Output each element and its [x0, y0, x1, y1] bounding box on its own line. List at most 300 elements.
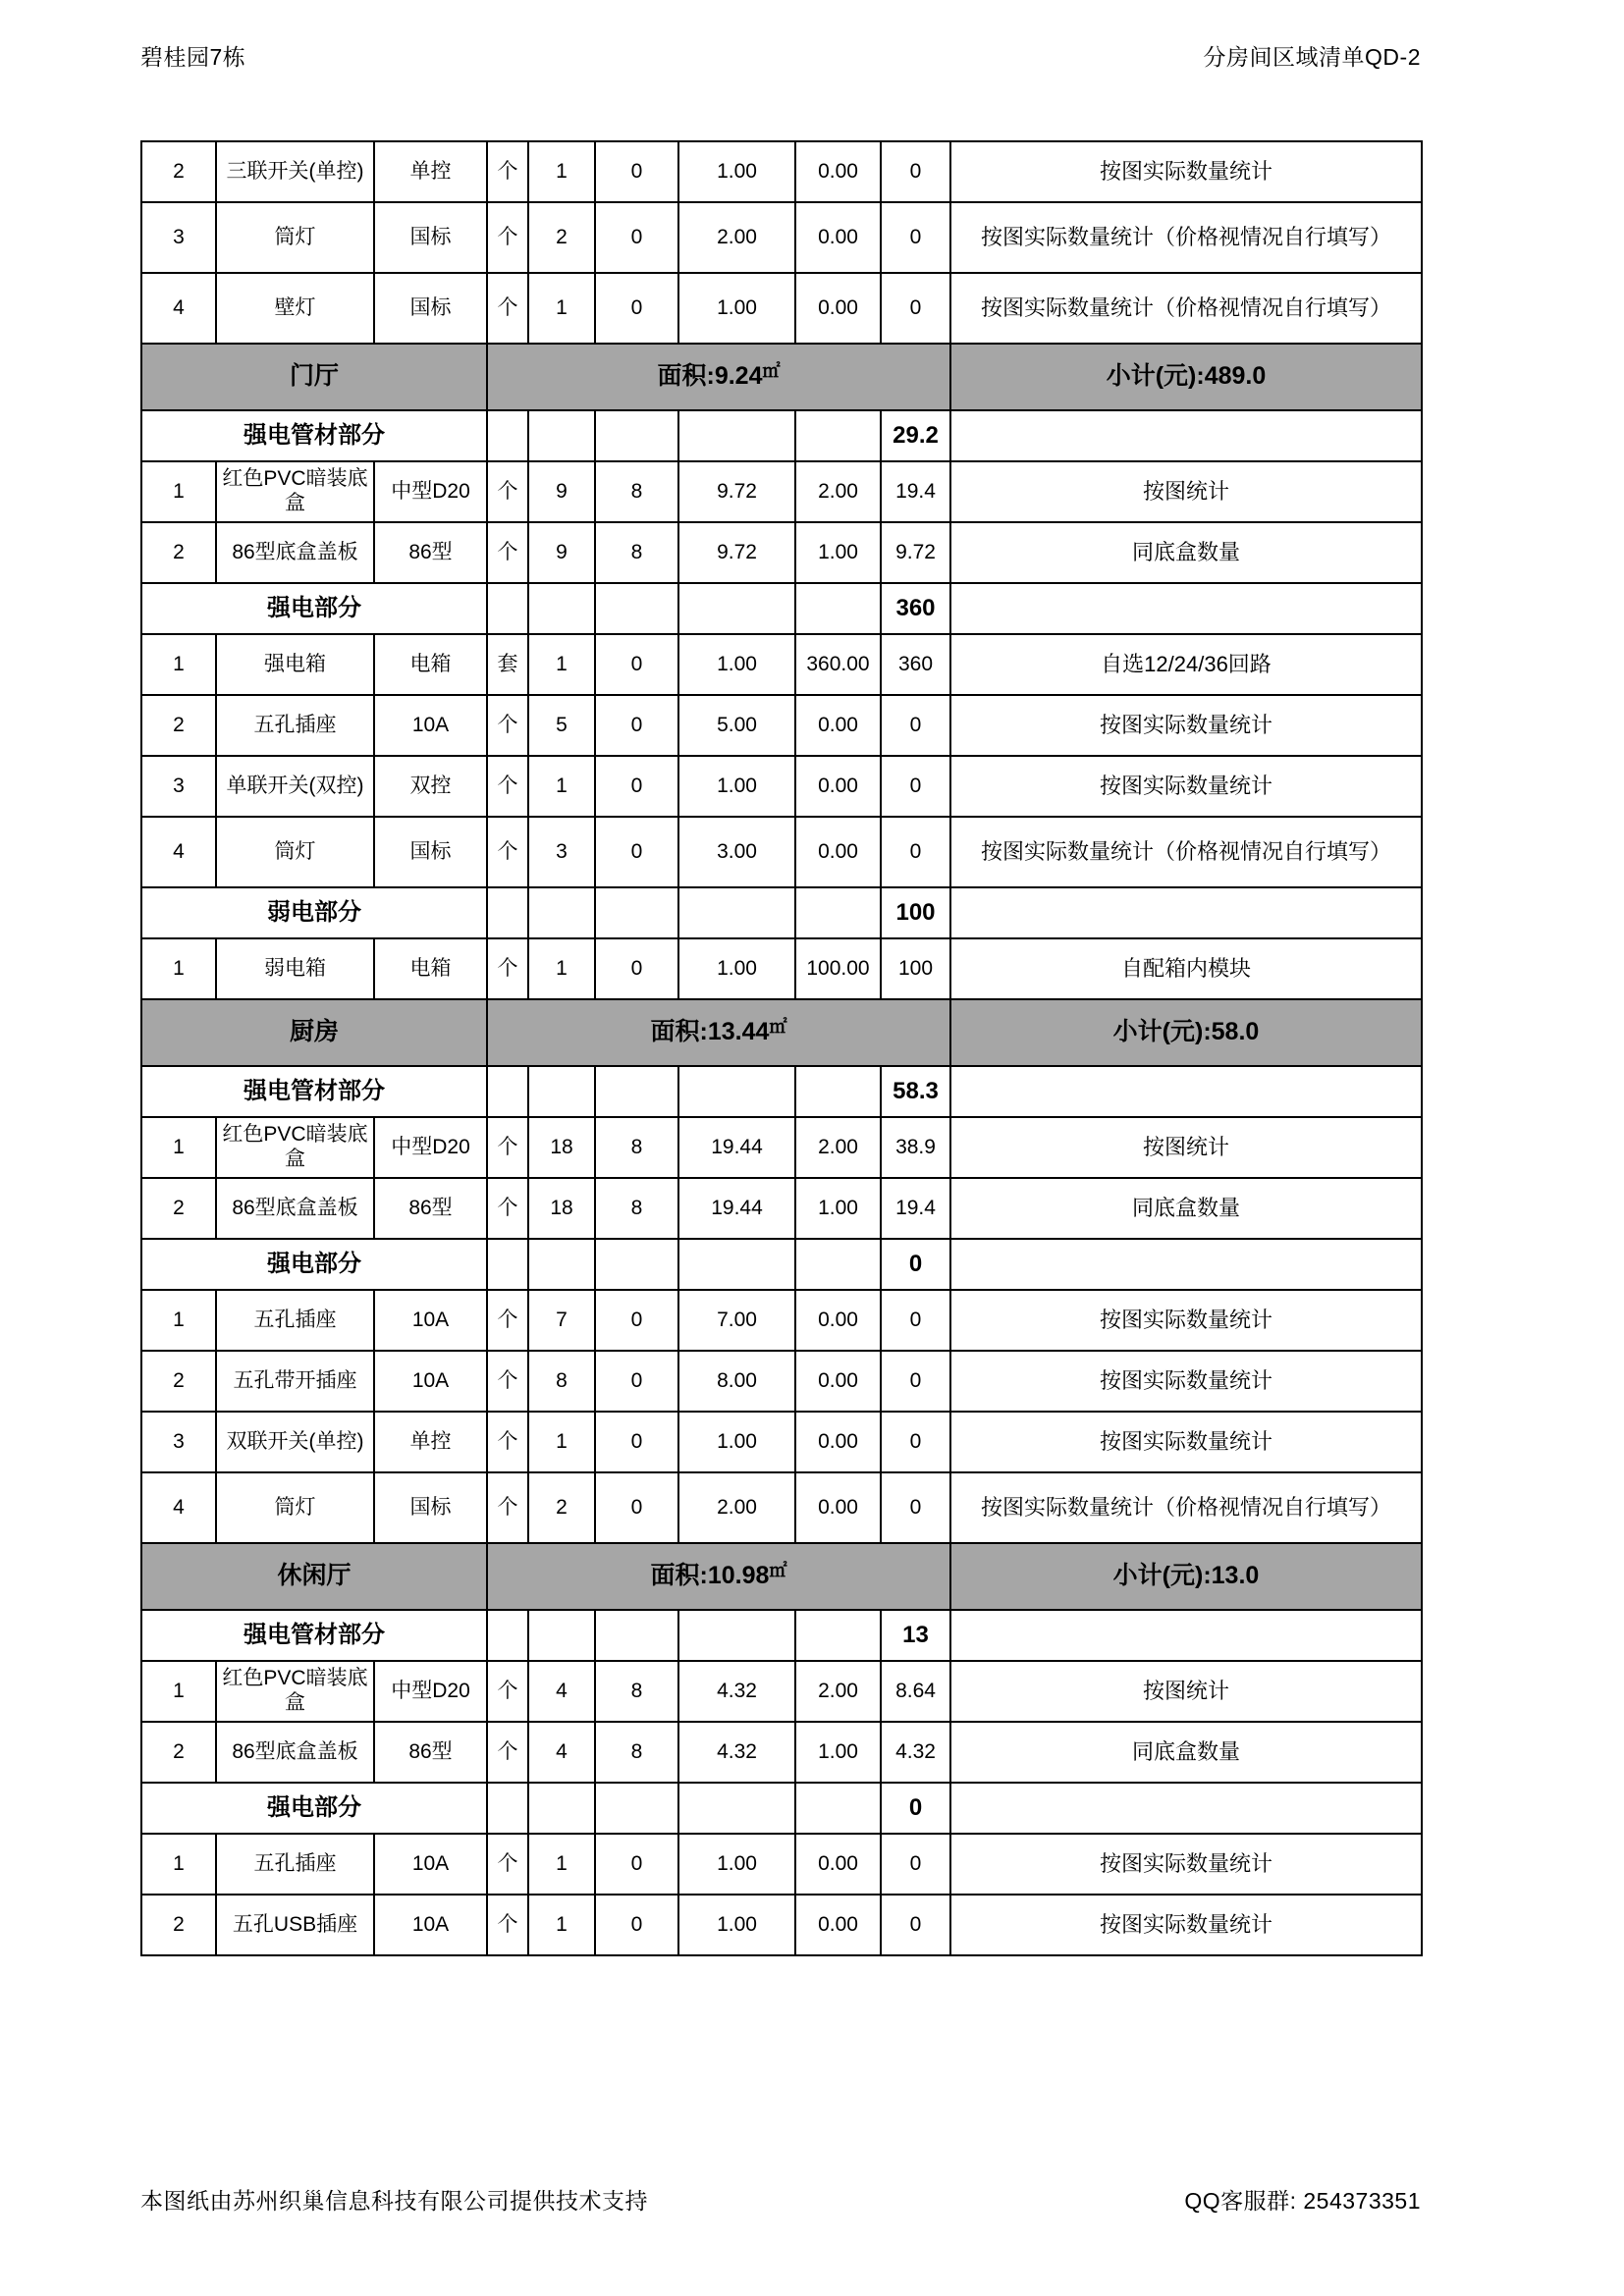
item-loss: 0 [595, 273, 678, 344]
subgroup-row [141, 1239, 1422, 1290]
item-loss: 0 [595, 1895, 678, 1955]
item-remark: 按图实际数量统计（价格视情况自行填写） [950, 202, 1422, 273]
subgroup-blank-remark [950, 583, 1422, 634]
section-area [487, 999, 950, 1066]
section-room-name: 休闲厅 [141, 1543, 487, 1610]
item-unit: 个 [487, 1661, 528, 1722]
item-spec: 86型 [374, 522, 487, 583]
table-row [141, 817, 1422, 887]
item-total-quantity: 1.00 [678, 1412, 795, 1472]
subgroup-blank-unit [487, 410, 528, 461]
item-quantity: 4 [528, 1722, 595, 1783]
subgroup-row [141, 583, 1422, 634]
item-amount: 0 [881, 1895, 950, 1955]
item-unit: 个 [487, 1472, 528, 1543]
item-total-quantity: 1.00 [678, 1834, 795, 1895]
item-unit: 个 [487, 1722, 528, 1783]
item-unit: 个 [487, 273, 528, 344]
item-no: 3 [141, 1412, 216, 1472]
item-name: 强电箱 [216, 634, 374, 695]
item-unit-price: 2.00 [795, 1117, 881, 1178]
item-remark: 按图实际数量统计 [950, 1895, 1422, 1955]
table-row [141, 634, 1422, 695]
subgroup-blank-total [678, 887, 795, 938]
item-unit: 个 [487, 461, 528, 522]
subgroup-blank-total [678, 410, 795, 461]
subgroup-blank-remark [950, 410, 1422, 461]
item-total-quantity: 1.00 [678, 634, 795, 695]
item-spec: 10A [374, 1895, 487, 1955]
item-amount: 0 [881, 1472, 950, 1543]
item-name: 筒灯 [216, 817, 374, 887]
item-no: 2 [141, 1178, 216, 1239]
item-loss: 0 [595, 695, 678, 756]
item-total-quantity: 2.00 [678, 1472, 795, 1543]
table-row [141, 273, 1422, 344]
item-name: 五孔USB插座 [216, 1895, 374, 1955]
section-room-name: 门厅 [141, 344, 487, 410]
subgroup-blank-price [795, 1239, 881, 1290]
item-name: 弱电箱 [216, 938, 374, 999]
item-loss: 0 [595, 1290, 678, 1351]
item-remark: 按图实际数量统计 [950, 695, 1422, 756]
item-remark: 按图实际数量统计 [950, 1290, 1422, 1351]
item-unit: 个 [487, 522, 528, 583]
item-no: 1 [141, 461, 216, 522]
item-unit: 套 [487, 634, 528, 695]
subgroup-blank-qty [528, 887, 595, 938]
item-total-quantity: 1.00 [678, 1895, 795, 1955]
item-remark: 按图实际数量统计 [950, 756, 1422, 817]
section-header-row [141, 1543, 1422, 1610]
item-amount: 0 [881, 1412, 950, 1472]
item-amount: 360 [881, 634, 950, 695]
item-remark: 同底盒数量 [950, 1722, 1422, 1783]
subgroup-blank-unit [487, 1610, 528, 1661]
item-amount: 0 [881, 1834, 950, 1895]
subgroup-blank-remark [950, 1239, 1422, 1290]
item-remark: 按图统计 [950, 1661, 1422, 1722]
item-total-quantity: 19.44 [678, 1178, 795, 1239]
item-remark: 按图实际数量统计 [950, 141, 1422, 202]
item-name: 五孔带开插座 [216, 1351, 374, 1412]
item-unit-price: 0.00 [795, 141, 881, 202]
item-loss: 0 [595, 202, 678, 273]
item-spec: 电箱 [374, 634, 487, 695]
subgroup-amount: 0 [881, 1239, 950, 1290]
item-quantity: 18 [528, 1178, 595, 1239]
item-unit-price: 0.00 [795, 695, 881, 756]
item-name: 红色PVC暗装底盒 [216, 1117, 374, 1178]
page-footer [140, 2179, 1421, 2218]
item-spec: 86型 [374, 1722, 487, 1783]
item-remark: 按图实际数量统计 [950, 1412, 1422, 1472]
subgroup-blank-unit [487, 583, 528, 634]
item-loss: 0 [595, 634, 678, 695]
item-unit: 个 [487, 1351, 528, 1412]
item-unit: 个 [487, 141, 528, 202]
item-amount: 0 [881, 141, 950, 202]
table-row [141, 1895, 1422, 1955]
item-name: 筒灯 [216, 202, 374, 273]
subgroup-row [141, 1610, 1422, 1661]
item-spec: 中型D20 [374, 461, 487, 522]
subgroup-blank-price [795, 1783, 881, 1834]
item-amount: 19.4 [881, 1178, 950, 1239]
header-document-title: 分房间区域清单QD-2 [1203, 43, 1421, 70]
subgroup-row [141, 1783, 1422, 1834]
item-quantity: 7 [528, 1290, 595, 1351]
item-remark: 同底盒数量 [950, 1178, 1422, 1239]
item-spec: 电箱 [374, 938, 487, 999]
item-unit: 个 [487, 1117, 528, 1178]
item-amount: 0 [881, 1290, 950, 1351]
item-loss: 8 [595, 1661, 678, 1722]
item-total-quantity: 9.72 [678, 522, 795, 583]
section-header-row [141, 344, 1422, 410]
item-no: 1 [141, 1661, 216, 1722]
item-quantity: 5 [528, 695, 595, 756]
item-loss: 8 [595, 1178, 678, 1239]
item-spec: 10A [374, 1290, 487, 1351]
item-spec: 中型D20 [374, 1117, 487, 1178]
table-row [141, 1661, 1422, 1722]
item-no: 2 [141, 522, 216, 583]
subgroup-label: 强电管材部分 [141, 1066, 487, 1117]
item-quantity: 1 [528, 938, 595, 999]
item-remark: 按图统计 [950, 461, 1422, 522]
item-amount: 0 [881, 756, 950, 817]
item-loss: 0 [595, 756, 678, 817]
item-quantity: 2 [528, 1472, 595, 1543]
item-unit-price: 0.00 [795, 817, 881, 887]
subgroup-blank-loss [595, 1783, 678, 1834]
item-amount: 9.72 [881, 522, 950, 583]
item-amount: 0 [881, 273, 950, 344]
table-row [141, 695, 1422, 756]
item-no: 3 [141, 202, 216, 273]
item-unit-price: 0.00 [795, 756, 881, 817]
item-loss: 8 [595, 461, 678, 522]
section-subtotal: 小计(元):13.0 [950, 1543, 1422, 1610]
item-no: 1 [141, 938, 216, 999]
item-name: 红色PVC暗装底盒 [216, 461, 374, 522]
item-remark: 按图实际数量统计（价格视情况自行填写） [950, 817, 1422, 887]
table-row [141, 756, 1422, 817]
item-quantity: 9 [528, 522, 595, 583]
item-name: 五孔插座 [216, 695, 374, 756]
item-unit-price: 1.00 [795, 1178, 881, 1239]
subgroup-blank-unit [487, 1239, 528, 1290]
table-row [141, 141, 1422, 202]
section-area-unit: ㎡ [762, 361, 781, 382]
item-spec: 10A [374, 1351, 487, 1412]
item-no: 1 [141, 1834, 216, 1895]
item-amount: 0 [881, 202, 950, 273]
room-area-bill-table [140, 140, 1423, 1956]
subgroup-blank-qty [528, 1783, 595, 1834]
item-name: 五孔插座 [216, 1834, 374, 1895]
subgroup-blank-loss [595, 1610, 678, 1661]
item-unit-price: 1.00 [795, 522, 881, 583]
item-loss: 8 [595, 522, 678, 583]
item-quantity: 2 [528, 202, 595, 273]
item-quantity: 1 [528, 756, 595, 817]
item-name: 壁灯 [216, 273, 374, 344]
section-area-value: 面积:9.24 [657, 362, 763, 391]
footer-qq-group: QQ客服群: 254373351 [1184, 2187, 1421, 2214]
subgroup-amount: 58.3 [881, 1066, 950, 1117]
item-total-quantity: 4.32 [678, 1661, 795, 1722]
section-area-unit: ㎡ [769, 1561, 787, 1581]
item-quantity: 1 [528, 1895, 595, 1955]
table-row [141, 1178, 1422, 1239]
subgroup-blank-unit [487, 1783, 528, 1834]
item-unit-price: 0.00 [795, 273, 881, 344]
subgroup-row [141, 887, 1422, 938]
item-remark: 按图实际数量统计 [950, 1351, 1422, 1412]
item-name: 红色PVC暗装底盒 [216, 1661, 374, 1722]
subgroup-blank-qty [528, 583, 595, 634]
section-area-value: 面积:13.44 [650, 1018, 770, 1046]
item-unit-price: 1.00 [795, 1722, 881, 1783]
section-subtotal: 小计(元):489.0 [950, 344, 1422, 410]
table-row [141, 1117, 1422, 1178]
item-spec: 10A [374, 1834, 487, 1895]
subgroup-blank-price [795, 1610, 881, 1661]
section-area-value: 面积:10.98 [650, 1562, 770, 1590]
item-spec: 国标 [374, 1472, 487, 1543]
item-unit-price: 0.00 [795, 1351, 881, 1412]
header-project-title: 碧桂园7栋 [140, 43, 246, 70]
item-spec: 国标 [374, 202, 487, 273]
item-unit: 个 [487, 817, 528, 887]
section-area [487, 344, 950, 410]
subgroup-amount: 0 [881, 1783, 950, 1834]
item-total-quantity: 1.00 [678, 756, 795, 817]
item-remark: 按图实际数量统计 [950, 1834, 1422, 1895]
item-no: 3 [141, 756, 216, 817]
subgroup-blank-loss [595, 583, 678, 634]
item-name: 86型底盒盖板 [216, 522, 374, 583]
item-spec: 86型 [374, 1178, 487, 1239]
table-row [141, 1412, 1422, 1472]
item-no: 2 [141, 695, 216, 756]
subgroup-amount: 13 [881, 1610, 950, 1661]
item-no: 2 [141, 1351, 216, 1412]
subgroup-blank-remark [950, 1066, 1422, 1117]
item-remark: 按图统计 [950, 1117, 1422, 1178]
item-name: 三联开关(单控) [216, 141, 374, 202]
item-unit: 个 [487, 1290, 528, 1351]
item-quantity: 18 [528, 1117, 595, 1178]
item-name: 五孔插座 [216, 1290, 374, 1351]
item-amount: 0 [881, 1351, 950, 1412]
item-spec: 国标 [374, 273, 487, 344]
subgroup-amount: 29.2 [881, 410, 950, 461]
section-header-row [141, 999, 1422, 1066]
item-loss: 8 [595, 1722, 678, 1783]
item-spec: 单控 [374, 1412, 487, 1472]
item-quantity: 1 [528, 634, 595, 695]
item-unit-price: 0.00 [795, 202, 881, 273]
item-name: 86型底盒盖板 [216, 1722, 374, 1783]
item-spec: 双控 [374, 756, 487, 817]
section-room-name: 厨房 [141, 999, 487, 1066]
subgroup-blank-loss [595, 887, 678, 938]
item-unit-price: 2.00 [795, 1661, 881, 1722]
section-subtotal: 小计(元):58.0 [950, 999, 1422, 1066]
item-no: 1 [141, 1290, 216, 1351]
item-remark: 按图实际数量统计（价格视情况自行填写） [950, 1472, 1422, 1543]
item-unit-price: 0.00 [795, 1290, 881, 1351]
subgroup-blank-unit [487, 887, 528, 938]
item-remark: 自选12/24/36回路 [950, 634, 1422, 695]
subgroup-blank-loss [595, 1066, 678, 1117]
item-unit: 个 [487, 756, 528, 817]
item-spec: 10A [374, 695, 487, 756]
item-total-quantity: 19.44 [678, 1117, 795, 1178]
subgroup-blank-price [795, 1066, 881, 1117]
item-unit: 个 [487, 1412, 528, 1472]
item-quantity: 9 [528, 461, 595, 522]
item-total-quantity: 8.00 [678, 1351, 795, 1412]
item-loss: 8 [595, 1117, 678, 1178]
item-total-quantity: 1.00 [678, 938, 795, 999]
item-spec: 单控 [374, 141, 487, 202]
subgroup-blank-total [678, 1066, 795, 1117]
item-unit-price: 0.00 [795, 1834, 881, 1895]
subgroup-row [141, 410, 1422, 461]
subgroup-blank-price [795, 410, 881, 461]
subgroup-blank-qty [528, 410, 595, 461]
subgroup-blank-total [678, 1610, 795, 1661]
item-no: 4 [141, 273, 216, 344]
item-name: 双联开关(单控) [216, 1412, 374, 1472]
subgroup-amount: 100 [881, 887, 950, 938]
item-unit: 个 [487, 202, 528, 273]
item-amount: 19.4 [881, 461, 950, 522]
item-no: 4 [141, 1472, 216, 1543]
table-row [141, 461, 1422, 522]
footer-support-note: 本图纸由苏州织巢信息科技有限公司提供技术支持 [140, 2187, 648, 2214]
item-no: 4 [141, 817, 216, 887]
subgroup-label: 强电管材部分 [141, 1610, 487, 1661]
item-loss: 0 [595, 141, 678, 202]
item-amount: 8.64 [881, 1661, 950, 1722]
item-total-quantity: 3.00 [678, 817, 795, 887]
item-total-quantity: 4.32 [678, 1722, 795, 1783]
item-total-quantity: 1.00 [678, 273, 795, 344]
subgroup-blank-qty [528, 1610, 595, 1661]
item-unit: 个 [487, 695, 528, 756]
item-quantity: 3 [528, 817, 595, 887]
page-header [140, 35, 1421, 75]
item-loss: 0 [595, 938, 678, 999]
subgroup-blank-total [678, 1239, 795, 1290]
subgroup-blank-qty [528, 1066, 595, 1117]
item-amount: 4.32 [881, 1722, 950, 1783]
item-name: 86型底盒盖板 [216, 1178, 374, 1239]
subgroup-blank-loss [595, 1239, 678, 1290]
item-unit: 个 [487, 1895, 528, 1955]
section-area [487, 1543, 950, 1610]
subgroup-blank-loss [595, 410, 678, 461]
subgroup-label: 强电部分 [141, 583, 487, 634]
subgroup-blank-total [678, 1783, 795, 1834]
item-unit-price: 360.00 [795, 634, 881, 695]
subgroup-label: 强电部分 [141, 1783, 487, 1834]
item-quantity: 1 [528, 141, 595, 202]
item-total-quantity: 1.00 [678, 141, 795, 202]
item-unit-price: 2.00 [795, 461, 881, 522]
subgroup-blank-qty [528, 1239, 595, 1290]
subgroup-blank-price [795, 583, 881, 634]
subgroup-blank-remark [950, 1610, 1422, 1661]
item-no: 2 [141, 1895, 216, 1955]
subgroup-blank-price [795, 887, 881, 938]
subgroup-label: 强电管材部分 [141, 410, 487, 461]
item-amount: 38.9 [881, 1117, 950, 1178]
item-unit-price: 0.00 [795, 1412, 881, 1472]
item-no: 2 [141, 1722, 216, 1783]
item-quantity: 1 [528, 1834, 595, 1895]
subgroup-row [141, 1066, 1422, 1117]
section-area-unit: ㎡ [769, 1017, 787, 1038]
item-remark: 按图实际数量统计（价格视情况自行填写） [950, 273, 1422, 344]
subgroup-blank-remark [950, 887, 1422, 938]
item-loss: 0 [595, 817, 678, 887]
item-quantity: 1 [528, 1412, 595, 1472]
item-quantity: 1 [528, 273, 595, 344]
table-row [141, 1722, 1422, 1783]
item-name: 单联开关(双控) [216, 756, 374, 817]
item-unit: 个 [487, 938, 528, 999]
subgroup-blank-remark [950, 1783, 1422, 1834]
item-no: 1 [141, 634, 216, 695]
item-remark: 同底盒数量 [950, 522, 1422, 583]
table-row [141, 1834, 1422, 1895]
item-total-quantity: 9.72 [678, 461, 795, 522]
table-row [141, 1472, 1422, 1543]
item-unit-price: 100.00 [795, 938, 881, 999]
item-unit-price: 0.00 [795, 1895, 881, 1955]
subgroup-blank-unit [487, 1066, 528, 1117]
item-total-quantity: 5.00 [678, 695, 795, 756]
subgroup-label: 强电部分 [141, 1239, 487, 1290]
subgroup-blank-total [678, 583, 795, 634]
table-body [141, 141, 1422, 1955]
item-total-quantity: 2.00 [678, 202, 795, 273]
item-name: 筒灯 [216, 1472, 374, 1543]
item-unit: 个 [487, 1834, 528, 1895]
item-loss: 0 [595, 1351, 678, 1412]
item-spec: 国标 [374, 817, 487, 887]
item-total-quantity: 7.00 [678, 1290, 795, 1351]
subgroup-amount: 360 [881, 583, 950, 634]
item-spec: 中型D20 [374, 1661, 487, 1722]
item-loss: 0 [595, 1412, 678, 1472]
item-no: 2 [141, 141, 216, 202]
table-row [141, 202, 1422, 273]
item-quantity: 8 [528, 1351, 595, 1412]
subgroup-label: 弱电部分 [141, 887, 487, 938]
item-loss: 0 [595, 1834, 678, 1895]
item-unit-price: 0.00 [795, 1472, 881, 1543]
item-quantity: 4 [528, 1661, 595, 1722]
table-row [141, 522, 1422, 583]
item-amount: 0 [881, 817, 950, 887]
